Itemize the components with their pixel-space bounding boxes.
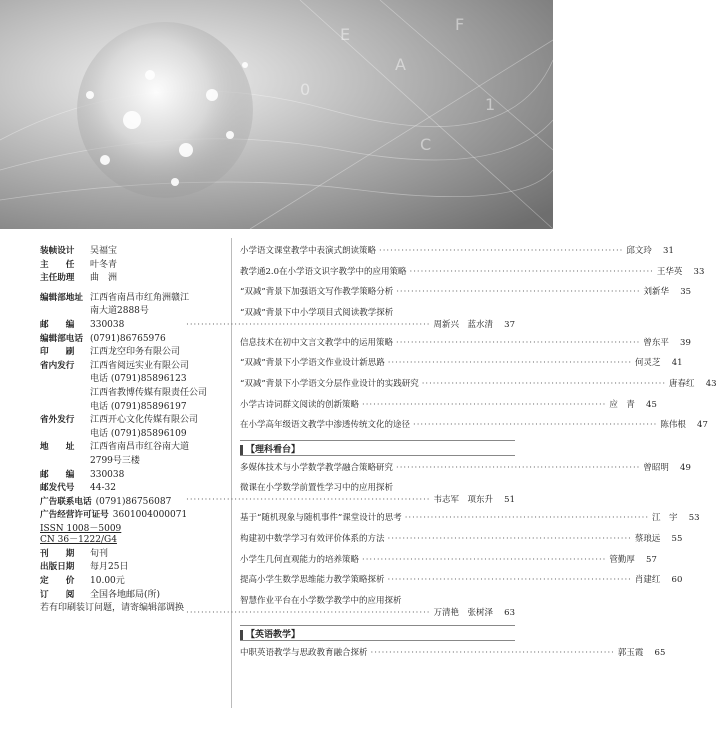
page-number: 51	[504, 495, 515, 506]
field-value-continued: 电话 (0791)85896123	[90, 374, 187, 385]
field-label: 邮发代号	[40, 483, 75, 494]
field-value: (0791)86756087	[95, 496, 172, 507]
field-value-continued: 南大道2888号	[90, 306, 149, 317]
toc-line	[240, 462, 691, 474]
toc-line	[240, 554, 657, 566]
field-value: 叶冬青	[90, 259, 118, 270]
toc-entry[interactable]	[240, 245, 674, 257]
article-author: 邱文玲	[626, 246, 652, 256]
toc-entry[interactable]	[186, 482, 515, 506]
article-author: 肖建红	[634, 575, 661, 586]
field-value: 旬刊	[90, 548, 109, 559]
leader-dots: ··································································	[186, 319, 431, 330]
page-number: 47	[697, 420, 708, 431]
cn-number: CN 36－1222/G4	[40, 534, 117, 545]
masthead-panel	[40, 245, 230, 616]
ad-license-row	[40, 509, 230, 523]
toc-author-line	[186, 319, 515, 331]
postcode-row	[40, 469, 230, 483]
article-title: 小学古诗词群文阅读的创新策略	[240, 399, 360, 410]
field-value: (0791)86765976	[90, 333, 166, 344]
field-label: 广告联系电话	[40, 496, 92, 507]
field-label: 装帧设计	[40, 246, 75, 256]
page-number: 53	[688, 513, 700, 524]
article-title: 构建初中数学学习有效评价体系的方法	[240, 533, 385, 544]
field-label: 刊 期	[40, 548, 75, 559]
article-author: 唐春红	[669, 378, 695, 389]
period-row	[40, 548, 230, 562]
article-author: 何灵芝	[635, 358, 661, 369]
leader-dots: ··································································	[362, 554, 607, 565]
field-value: 江西开心文化传媒有限公司	[90, 415, 199, 426]
field-label: 邮 编	[40, 469, 75, 480]
toc-entry[interactable]	[240, 419, 708, 431]
field-label: 邮 编	[40, 319, 75, 330]
outside-distribution-row	[40, 414, 230, 428]
masthead-row	[40, 259, 230, 273]
article-author: 蔡琅远	[634, 533, 661, 544]
leader-dots: ··································································	[379, 246, 624, 256]
publish-date-row	[40, 561, 230, 575]
leader-dots: ··································································	[396, 337, 641, 348]
leader-dots: ··································································	[186, 607, 431, 618]
article-author: 周新兴 蓝水清	[433, 319, 493, 330]
field-label: 定 价	[40, 576, 75, 587]
toc-line	[240, 647, 666, 659]
toc-title-line	[240, 595, 515, 607]
field-label: 订 阅	[40, 589, 75, 600]
page-number: 63	[504, 607, 515, 618]
address-row	[40, 441, 230, 455]
leader-dots: ··································································	[387, 358, 633, 369]
article-author: 万清艳 张树泽	[433, 607, 493, 618]
field-value: 全国各地邮局(所)	[90, 589, 161, 600]
article-author: 韦志军 项东升	[433, 495, 493, 506]
page-number: 45	[646, 399, 657, 410]
toc-entry[interactable]	[240, 266, 705, 278]
page-number: 37	[504, 319, 515, 330]
field-value: 3601004000071	[112, 510, 188, 521]
toc-line	[240, 533, 683, 545]
field-value: 330038	[90, 469, 125, 480]
page-number: 39	[680, 337, 691, 348]
page-number: 60	[671, 575, 683, 586]
field-value-continued: 江西省教博传媒有限责任公司	[90, 387, 208, 398]
page-number: 33	[693, 266, 705, 277]
toc-line	[240, 245, 674, 257]
field-value-continued: 电话 (0791)85896197	[90, 401, 187, 412]
article-title: 信息技术在初中文言文教学中的运用策略	[240, 337, 394, 348]
leader-dots: ··································································	[413, 420, 658, 431]
toc-entry[interactable]	[240, 647, 666, 659]
article-title: 基于“随机现象与随机事件”课堂设计的思考	[240, 513, 402, 524]
page-number: 41	[671, 358, 683, 369]
article-title: “双减”背景下加强语文写作教学策略分析	[240, 287, 394, 298]
field-label: 编辑部电话	[40, 333, 83, 344]
article-title: 小学语文课堂教学中表演式朗读策略	[240, 246, 377, 256]
toc-group-english	[240, 647, 666, 659]
toc-group-chinese	[186, 245, 717, 431]
article-author: 刘新华	[643, 287, 670, 298]
column-divider	[231, 238, 232, 708]
field-value: 江西省南昌市红谷南大道	[90, 442, 190, 453]
toc-entry[interactable]	[240, 533, 683, 545]
svg-text:1: 1	[485, 95, 496, 114]
leader-dots: ··································································	[396, 462, 641, 473]
field-value: 吴福宝	[90, 246, 118, 256]
leader-dots: ··································································	[404, 513, 650, 524]
table-of-contents	[186, 245, 717, 667]
subscription-row	[40, 589, 230, 603]
leader-dots: ··································································	[387, 533, 632, 544]
field-value: 江西龙空印务有限公司	[90, 347, 181, 358]
page-number: 43	[705, 378, 717, 389]
toc-entry[interactable]	[240, 286, 692, 298]
leader-dots: ··································································	[409, 266, 654, 277]
field-label: 省外发行	[40, 415, 75, 426]
page-number: 55	[671, 533, 683, 544]
editorial-address-row	[40, 292, 230, 306]
toc-entry[interactable]	[186, 595, 515, 619]
page-number: 57	[646, 554, 657, 565]
toc-line	[240, 419, 708, 431]
toc-line	[240, 399, 657, 411]
field-label: 编辑部地址	[40, 292, 83, 303]
section-title: 【理科看台】	[240, 445, 300, 455]
toc-entry[interactable]	[186, 307, 515, 331]
toc-line	[240, 574, 683, 586]
field-label: 出版日期	[40, 562, 75, 573]
toc-entry[interactable]	[240, 462, 691, 474]
section-header-english	[240, 625, 515, 641]
article-title: 小学生几何直观能力的培养策略	[240, 554, 360, 565]
toc-line	[240, 512, 700, 524]
article-title: 在小学高年级语文教学中渗透传统文化的途径	[240, 420, 411, 431]
article-title: 中职英语教学与思政教育融合探析	[240, 647, 368, 658]
field-label: 主 任	[40, 259, 75, 270]
toc-entry[interactable]	[240, 554, 657, 566]
field-value: 44-32	[90, 483, 116, 494]
toc-group-science	[186, 462, 700, 619]
toc-entry[interactable]	[240, 357, 683, 369]
page-number: 65	[654, 647, 666, 658]
leader-dots: ··································································	[387, 575, 632, 586]
toc-title-line	[240, 307, 515, 319]
article-title: “双减”背景下中小学项目式阅读教学探析	[240, 307, 394, 318]
article-author: 管勤厚	[609, 554, 635, 565]
printer-row	[40, 346, 230, 360]
field-label: 省内发行	[40, 360, 75, 371]
issn-block	[40, 523, 230, 548]
article-author: 王华英	[656, 266, 683, 277]
masthead-row	[40, 272, 230, 286]
svg-text:F: F	[455, 15, 465, 34]
article-title: 微课在小学数学前置性学习中的应用探析	[240, 483, 394, 494]
leader-dots: ··································································	[396, 287, 641, 298]
leader-dots: ··································································	[421, 378, 667, 389]
toc-entry[interactable]	[240, 337, 691, 349]
page-number: 35	[680, 287, 692, 298]
price-row	[40, 575, 230, 589]
field-label: 主任助理	[40, 273, 75, 284]
leader-dots: ··································································	[186, 495, 431, 506]
svg-text:C: C	[420, 135, 432, 154]
toc-entry[interactable]	[240, 378, 717, 390]
article-author: 应 青	[609, 399, 635, 410]
svg-text:A: A	[395, 55, 406, 74]
field-value-continued: 电话 (0791)85896109	[90, 428, 187, 439]
field-value-continued: 2799号三楼	[90, 455, 140, 466]
field-label: 地 址	[40, 442, 75, 453]
page-number: 49	[680, 462, 691, 473]
article-title: 智慧作业平台在小学数学教学中的应用探析	[240, 595, 402, 606]
field-label: 印 刷	[40, 347, 75, 358]
article-title: 多媒体技术与小学数学教学融合策略研究	[240, 462, 394, 473]
article-author: 陈伟根	[660, 420, 686, 431]
field-value: 10.00元	[90, 576, 125, 587]
toc-author-line	[186, 607, 515, 619]
field-value: 江西省南昌市红角洲赣江	[90, 292, 190, 303]
printing-notice: 若有印刷装订问题，请寄编辑部调换	[40, 603, 185, 614]
leader-dots: ··································································	[370, 647, 615, 658]
issn-number: ISSN 1008－5009	[40, 523, 122, 534]
article-title: 提高小学生数学思维能力教学策略探析	[240, 575, 385, 586]
field-value: 曲 洲	[90, 273, 118, 284]
article-author: 曾昭明	[643, 462, 669, 473]
toc-line	[240, 378, 717, 390]
article-author: 郭玉霞	[617, 647, 644, 658]
cover-banner-image	[0, 0, 553, 229]
article-title: “双减”背景下小学语文作业设计新思路	[240, 358, 385, 369]
field-value: 330038	[90, 319, 125, 330]
svg-text:E: E	[340, 25, 351, 44]
domestic-distribution-row	[40, 360, 230, 374]
article-author: 曾东平	[643, 337, 669, 348]
toc-title-line	[240, 482, 515, 494]
masthead-row	[40, 245, 230, 259]
leader-dots: ··································································	[362, 399, 607, 410]
article-author: 江 宇	[652, 513, 678, 524]
toc-line	[240, 357, 683, 369]
toc-line	[240, 337, 691, 349]
field-value: 江西省阅远实业有限公司	[90, 360, 190, 371]
toc-author-line	[186, 494, 515, 506]
article-title: 教学通2.0在小学语文识字教学中的应用策略	[240, 266, 407, 277]
section-header-science	[240, 440, 515, 456]
field-value: 每月25日	[90, 562, 129, 573]
field-label: 广告经营许可证号	[40, 510, 109, 521]
section-title: 【英语教学】	[240, 630, 300, 640]
page-number: 31	[663, 246, 674, 256]
toc-entry[interactable]	[240, 512, 700, 524]
toc-entry[interactable]	[240, 399, 657, 411]
toc-entry[interactable]	[240, 574, 683, 586]
svg-text:0: 0	[300, 80, 311, 99]
toc-line	[240, 286, 692, 298]
article-title: “双减”背景下小学语文分层作业设计的实践研究	[240, 378, 419, 389]
toc-line	[240, 266, 705, 278]
editorial-phone-row	[40, 333, 230, 347]
